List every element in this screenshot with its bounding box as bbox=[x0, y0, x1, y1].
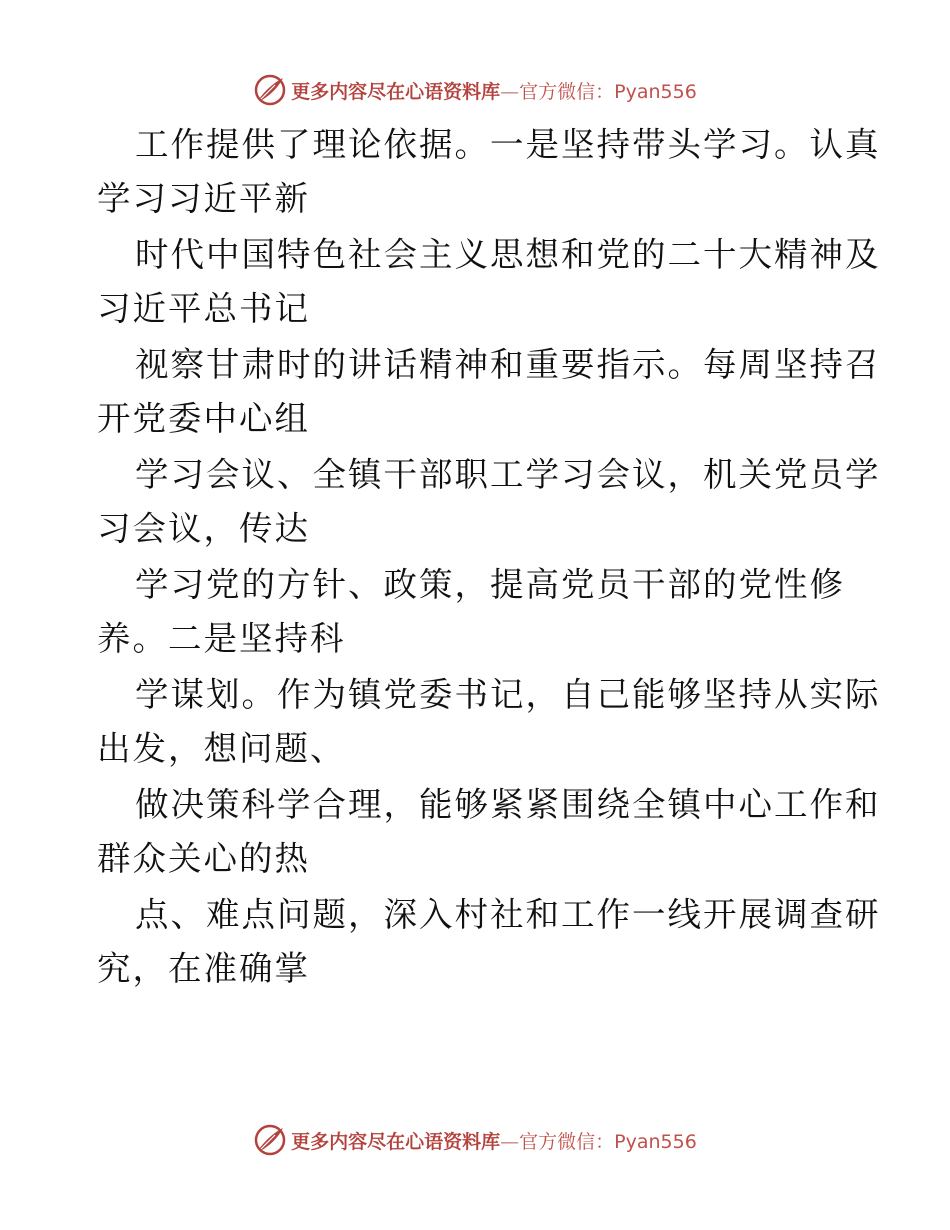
paragraph-line: 学习党的方针、政策，提高党员干部的党性修 bbox=[135, 565, 845, 604]
paragraph-line: 学习习近平新 bbox=[97, 179, 310, 218]
wechat-label: 官方微信：Pyan556 bbox=[519, 80, 697, 103]
site-label: 更多内容尽在心语资料库 bbox=[291, 80, 501, 103]
footer-banner bbox=[0, 1120, 950, 1160]
wechat-label: 官方微信：Pyan556 bbox=[519, 1130, 697, 1153]
paragraph-line: 群众关心的热 bbox=[97, 839, 310, 878]
paragraph bbox=[97, 558, 857, 666]
paragraph-line: 习近平总书记 bbox=[97, 289, 310, 328]
paragraph bbox=[97, 338, 881, 446]
header-banner bbox=[0, 70, 950, 110]
paragraph-line: 视察甘肃时的讲话精神和重要指示。每周坚持召 bbox=[135, 345, 881, 384]
paragraph-line: 学谋划。作为镇党委书记，自己能够坚持从实际 bbox=[135, 675, 881, 714]
paragraph-line: 开党委中心组 bbox=[97, 399, 310, 438]
paragraph-line: 养。二是坚持科 bbox=[97, 619, 346, 658]
site-label: 更多内容尽在心语资料库 bbox=[291, 1130, 501, 1153]
paragraph-line: 点、难点问题，深入村社和工作一线开展调查研 bbox=[135, 895, 881, 934]
paragraph bbox=[97, 888, 881, 996]
paragraph-line: 学习会议、全镇干部职工学习会议，机关党员学 bbox=[135, 455, 881, 494]
feather-pen-logo-icon bbox=[253, 1123, 287, 1157]
paragraph-line: 习会议，传达 bbox=[97, 509, 310, 548]
paragraph-line: 出发，想问题、 bbox=[97, 729, 346, 768]
paragraph bbox=[97, 228, 881, 336]
separator: — bbox=[500, 1130, 520, 1153]
paragraph bbox=[97, 778, 881, 886]
paragraph-line: 究，在准确掌 bbox=[97, 949, 310, 988]
paragraph-line: 时代中国特色社会主义思想和党的二十大精神及 bbox=[135, 235, 881, 274]
paragraph bbox=[97, 118, 881, 226]
paragraph-line: 做决策科学合理，能够紧紧围绕全镇中心工作和 bbox=[135, 785, 881, 824]
document-body bbox=[97, 118, 881, 998]
feather-pen-logo-icon bbox=[253, 73, 287, 107]
banner-text bbox=[291, 77, 697, 104]
paragraph bbox=[97, 668, 881, 776]
separator: — bbox=[500, 80, 520, 103]
paragraph bbox=[97, 448, 881, 556]
paragraph-line: 工作提供了理论依据。一是坚持带头学习。认真 bbox=[135, 125, 881, 164]
banner-text bbox=[291, 1127, 697, 1154]
